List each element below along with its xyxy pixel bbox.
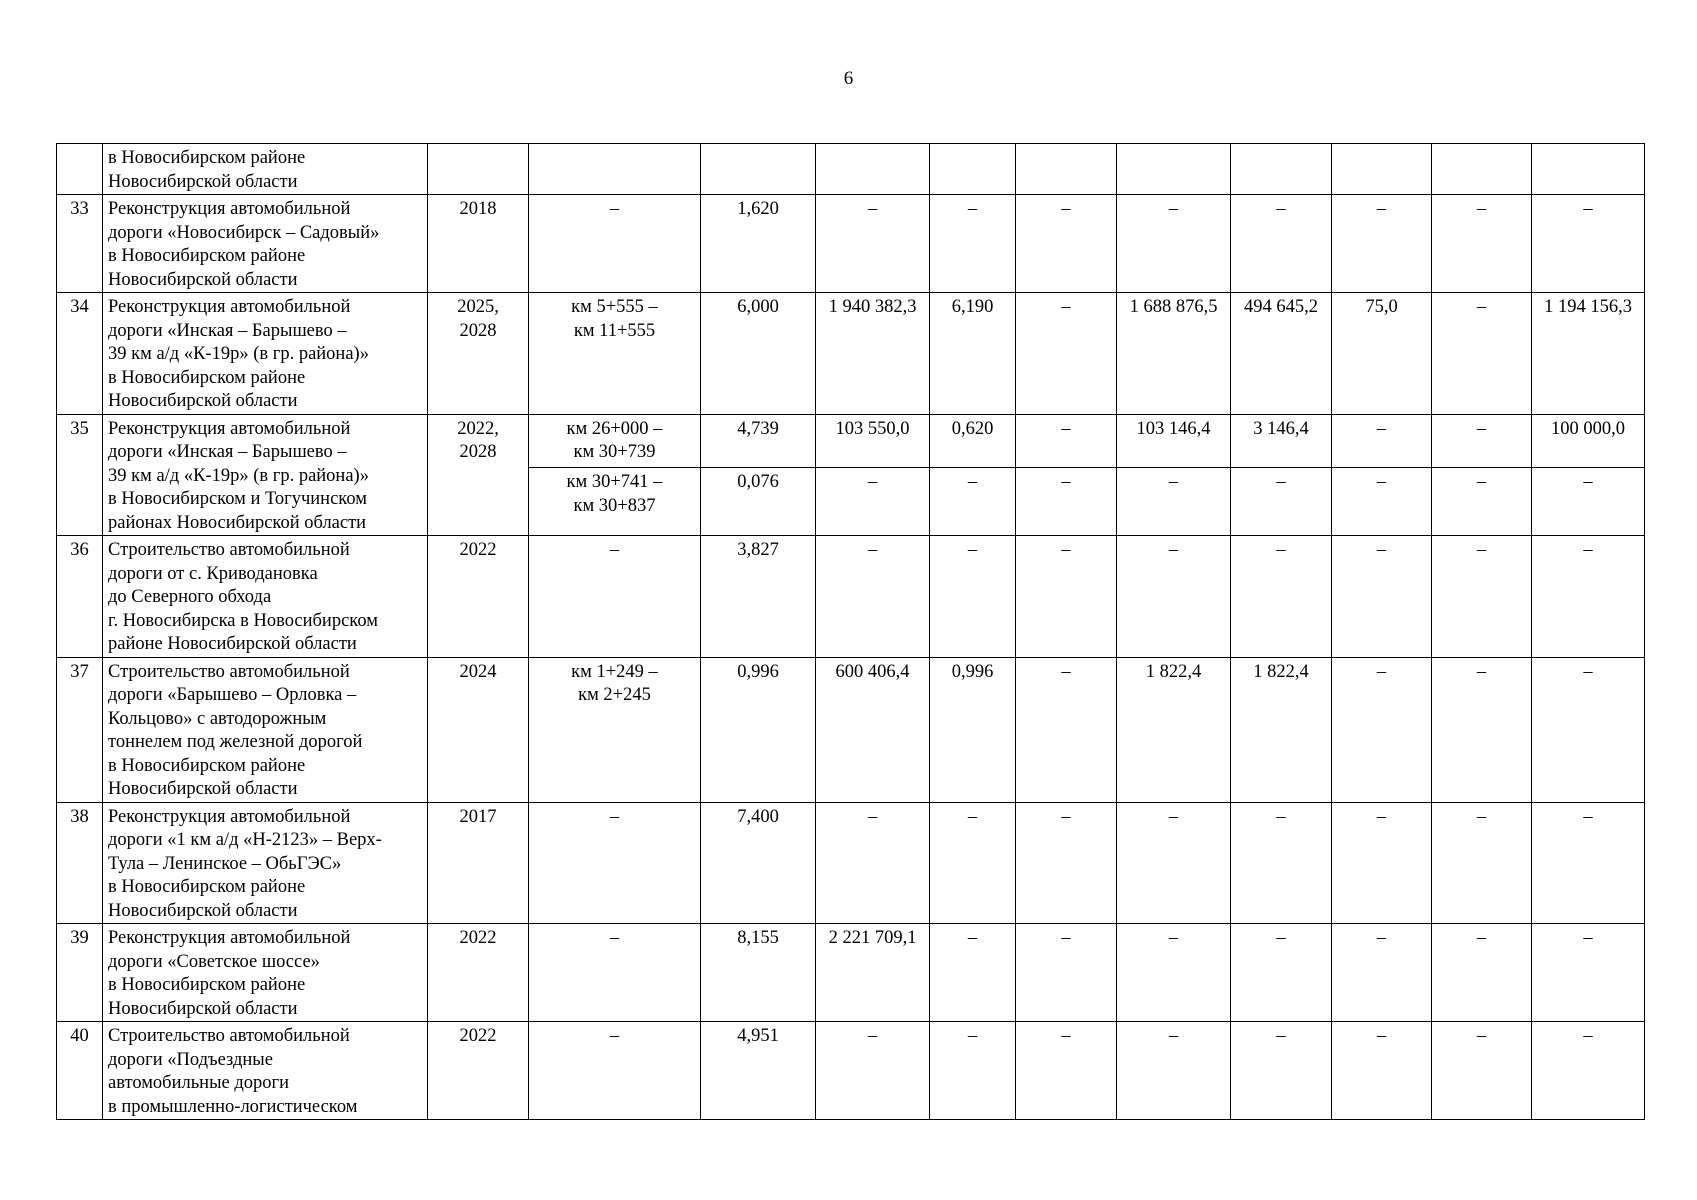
value-v6: – <box>1332 802 1432 924</box>
value-v5: 1 822,4 <box>1231 657 1332 802</box>
value-v6: – <box>1332 195 1432 293</box>
object-name <box>103 293 428 415</box>
value-v7: – <box>1432 414 1532 468</box>
object-name <box>103 802 428 924</box>
row-number <box>57 144 103 195</box>
km-range <box>529 195 701 293</box>
row-number: 33 <box>57 195 103 293</box>
value-length: 8,155 <box>701 924 816 1022</box>
km-range-line: км 30+739 <box>573 442 656 462</box>
value-v8: – <box>1532 657 1645 802</box>
value-v2: 0,996 <box>930 657 1016 802</box>
value-length: 3,827 <box>701 536 816 658</box>
km-range-line: – <box>609 1026 620 1046</box>
object-name-line: в Новосибирском и Тогучинском <box>108 489 367 509</box>
value-v2: – <box>930 468 1016 536</box>
object-name-line: в Новосибирском районе <box>108 975 306 995</box>
object-name-line: в Новосибирском районе <box>108 148 306 168</box>
object-name-line: дороги «Подъездные <box>108 1049 273 1070</box>
year-cell-line: 2022, <box>457 418 499 439</box>
object-name-line: дороги «Советское шоссе» <box>108 951 320 972</box>
row-number: 35 <box>57 414 103 536</box>
value-v8: 1 194 156,3 <box>1532 293 1645 415</box>
value-v8 <box>1532 144 1645 195</box>
row-number: 39 <box>57 924 103 1022</box>
table-row <box>57 536 1645 658</box>
value-v4: – <box>1117 195 1231 293</box>
km-range-line: км 5+555 – <box>571 297 658 317</box>
object-name-line: Строительство автомобильной <box>108 1026 350 1046</box>
value-v4: – <box>1117 802 1231 924</box>
value-v1: 2 221 709,1 <box>816 924 930 1022</box>
value-v8: – <box>1532 924 1645 1022</box>
value-v7 <box>1432 144 1532 195</box>
km-range-line: км 30+837 <box>573 495 656 516</box>
projects-table <box>56 143 1645 1120</box>
object-name-line: дороги «Барышево – Орловка – <box>108 685 357 705</box>
value-v1: – <box>816 468 930 536</box>
value-v2: – <box>930 195 1016 293</box>
object-name-line: в Новосибирском районе <box>108 367 306 388</box>
object-name-line: дороги от с. Криводановка <box>108 563 318 584</box>
object-name-line: Реконструкция автомобильной <box>108 199 351 219</box>
year-cell <box>428 802 529 924</box>
object-name-line: дороги «Инская – Барышево – <box>108 442 347 462</box>
value-v7: – <box>1432 657 1532 802</box>
year-cell <box>428 293 529 415</box>
value-v6: – <box>1332 1022 1432 1120</box>
value-v6: – <box>1332 414 1432 468</box>
km-range-line: км 11+555 <box>573 320 656 341</box>
object-name-line: Реконструкция автомобильной <box>108 928 351 948</box>
km-range <box>529 536 701 658</box>
value-v3: – <box>1016 657 1117 802</box>
value-v8: – <box>1532 468 1645 536</box>
year-cell <box>428 536 529 658</box>
value-v1: – <box>816 195 930 293</box>
table-row <box>57 657 1645 802</box>
value-length: 6,000 <box>701 293 816 415</box>
value-v7: – <box>1432 802 1532 924</box>
km-range <box>529 802 701 924</box>
value-v2: – <box>930 536 1016 658</box>
year-cell <box>428 195 529 293</box>
km-range-line: – <box>609 928 620 948</box>
value-v3: – <box>1016 468 1117 536</box>
object-name-line: Строительство автомобильной <box>108 540 350 560</box>
km-range-line: км 30+741 – <box>566 472 663 493</box>
value-v7: – <box>1432 1022 1532 1120</box>
value-v6 <box>1332 144 1432 195</box>
object-name-line: в Новосибирском районе <box>108 246 306 266</box>
value-length: 0,996 <box>701 657 816 802</box>
value-v5: 494 645,2 <box>1231 293 1332 415</box>
value-v7: – <box>1432 924 1532 1022</box>
value-v4 <box>1117 144 1231 195</box>
value-v4: – <box>1117 924 1231 1022</box>
year-cell <box>428 1022 529 1120</box>
value-v1: – <box>816 536 930 658</box>
value-v1: 1 940 382,3 <box>816 293 930 415</box>
row-number: 40 <box>57 1022 103 1120</box>
value-length: 0,076 <box>701 468 816 536</box>
value-v2: 0,620 <box>930 414 1016 468</box>
value-length: 7,400 <box>701 802 816 924</box>
value-v2: – <box>930 1022 1016 1120</box>
value-v5: – <box>1231 468 1332 536</box>
value-length: 4,951 <box>701 1022 816 1120</box>
value-v2: – <box>930 802 1016 924</box>
value-v1: 600 406,4 <box>816 657 930 802</box>
year-cell <box>428 144 529 195</box>
year-cell <box>428 924 529 1022</box>
object-name-line: Реконструкция автомобильной <box>108 806 351 827</box>
km-range <box>529 1022 701 1120</box>
value-v6: – <box>1332 657 1432 802</box>
table-row <box>57 144 1645 195</box>
km-range <box>529 657 701 802</box>
value-v1: – <box>816 1022 930 1120</box>
value-v5: – <box>1231 802 1332 924</box>
table-row <box>57 924 1645 1022</box>
object-name-line: Строительство автомобильной <box>108 661 350 682</box>
year-cell-line: 2022 <box>459 928 497 948</box>
value-v5: – <box>1231 1022 1332 1120</box>
value-v3 <box>1016 144 1117 195</box>
object-name-line: до Северного обхода <box>108 587 272 607</box>
km-range <box>529 293 701 415</box>
value-v2: – <box>930 924 1016 1022</box>
value-v8: 100 000,0 <box>1532 414 1645 468</box>
year-cell-line: 2028 <box>459 442 497 462</box>
value-v1: – <box>816 802 930 924</box>
object-name <box>103 536 428 658</box>
object-name-line: 39 км а/д «К-19р» (в гр. района)» <box>108 344 369 364</box>
object-name-line: Новосибирской области <box>108 171 298 192</box>
object-name-line: г. Новосибирска в Новосибирском <box>108 610 378 631</box>
value-v7: – <box>1432 468 1532 536</box>
object-name-line: Кольцово» с автодорожным <box>108 708 327 729</box>
year-cell-line: 2017 <box>459 806 497 827</box>
object-name-line: в Новосибирском районе <box>108 755 306 776</box>
object-name-line: в Новосибирском районе <box>108 877 306 897</box>
table-row <box>57 414 1645 468</box>
table-body <box>57 144 1645 1120</box>
year-cell <box>428 657 529 802</box>
object-name-line: дороги «1 км а/д «Н-2123» – Верх- <box>108 830 382 850</box>
object-name-line: Новосибирской области <box>108 269 298 290</box>
value-v3: – <box>1016 924 1117 1022</box>
value-v4: 103 146,4 <box>1117 414 1231 468</box>
km-range <box>529 468 701 536</box>
value-v7: – <box>1432 536 1532 658</box>
value-v2: 6,190 <box>930 293 1016 415</box>
value-v8: – <box>1532 195 1645 293</box>
value-v1: 103 550,0 <box>816 414 930 468</box>
value-v7: – <box>1432 195 1532 293</box>
object-name <box>103 144 428 195</box>
value-v5: – <box>1231 924 1332 1022</box>
km-range <box>529 924 701 1022</box>
object-name-line: Новосибирской области <box>108 779 298 799</box>
object-name-line: автомобильные дороги <box>108 1073 289 1093</box>
value-v6: – <box>1332 468 1432 536</box>
value-v1 <box>816 144 930 195</box>
value-v8: – <box>1532 536 1645 658</box>
object-name-line: Новосибирской области <box>108 391 298 411</box>
km-range-line: – <box>609 199 620 219</box>
object-name-line: Реконструкция автомобильной <box>108 418 351 439</box>
value-v5 <box>1231 144 1332 195</box>
year-cell-line: 2022 <box>459 1026 497 1046</box>
year-cell <box>428 414 529 536</box>
value-v5: – <box>1231 195 1332 293</box>
object-name-line: районе Новосибирской области <box>108 634 357 654</box>
table-row <box>57 293 1645 415</box>
object-name <box>103 195 428 293</box>
value-v8: – <box>1532 802 1645 924</box>
value-v3: – <box>1016 293 1117 415</box>
km-range-line: км 1+249 – <box>571 661 658 682</box>
value-v7: – <box>1432 293 1532 415</box>
row-number: 38 <box>57 802 103 924</box>
km-range <box>529 414 701 468</box>
object-name-line: Новосибирской области <box>108 998 298 1019</box>
value-v4: 1 688 876,5 <box>1117 293 1231 415</box>
value-v3: – <box>1016 195 1117 293</box>
object-name <box>103 414 428 536</box>
row-number: 34 <box>57 293 103 415</box>
value-v6: – <box>1332 924 1432 1022</box>
object-name-line: дороги «Инская – Барышево – <box>108 320 347 341</box>
km-range <box>529 144 701 195</box>
object-name <box>103 924 428 1022</box>
value-v3: – <box>1016 536 1117 658</box>
value-v5: – <box>1231 536 1332 658</box>
km-range-line: – <box>609 806 620 827</box>
value-v6: 75,0 <box>1332 293 1432 415</box>
km-range-line: км 2+245 <box>578 685 651 705</box>
value-length: 1,620 <box>701 195 816 293</box>
table-row <box>57 1022 1645 1120</box>
object-name-line: дороги «Новосибирск – Садовый» <box>108 222 380 243</box>
object-name-line: в промышленно-логистическом <box>108 1096 358 1117</box>
row-number: 37 <box>57 657 103 802</box>
year-cell-line: 2018 <box>459 199 497 219</box>
value-v4: – <box>1117 468 1231 536</box>
value-v3: – <box>1016 802 1117 924</box>
object-name-line: Новосибирской области <box>108 900 298 921</box>
value-v6: – <box>1332 536 1432 658</box>
value-v4: 1 822,4 <box>1117 657 1231 802</box>
object-name-line: тоннелем под железной дорогой <box>108 732 363 752</box>
year-cell-line: 2022 <box>459 540 497 560</box>
km-range-line: – <box>609 540 620 560</box>
value-v3: – <box>1016 1022 1117 1120</box>
object-name-line: 39 км а/д «К-19р» (в гр. района)» <box>108 465 369 486</box>
table-row <box>57 802 1645 924</box>
object-name <box>103 1022 428 1120</box>
object-name-line: Тула – Ленинское – ОбьГЭС» <box>108 853 342 874</box>
value-v3: – <box>1016 414 1117 468</box>
value-v8: – <box>1532 1022 1645 1120</box>
row-number: 36 <box>57 536 103 658</box>
value-length <box>701 144 816 195</box>
year-cell-line: 2028 <box>459 320 497 341</box>
km-range-line: км 26+000 – <box>566 418 663 439</box>
object-name-line: Реконструкция автомобильной <box>108 297 351 317</box>
value-v2 <box>930 144 1016 195</box>
value-v4: – <box>1117 1022 1231 1120</box>
object-name <box>103 657 428 802</box>
year-cell-line: 2025, <box>457 297 499 317</box>
value-v4: – <box>1117 536 1231 658</box>
page-number: 6 <box>843 68 854 89</box>
object-name-line: районах Новосибирской области <box>108 512 367 533</box>
year-cell-line: 2024 <box>459 661 497 682</box>
value-v5: 3 146,4 <box>1231 414 1332 468</box>
value-length: 4,739 <box>701 414 816 468</box>
table-row <box>57 195 1645 293</box>
